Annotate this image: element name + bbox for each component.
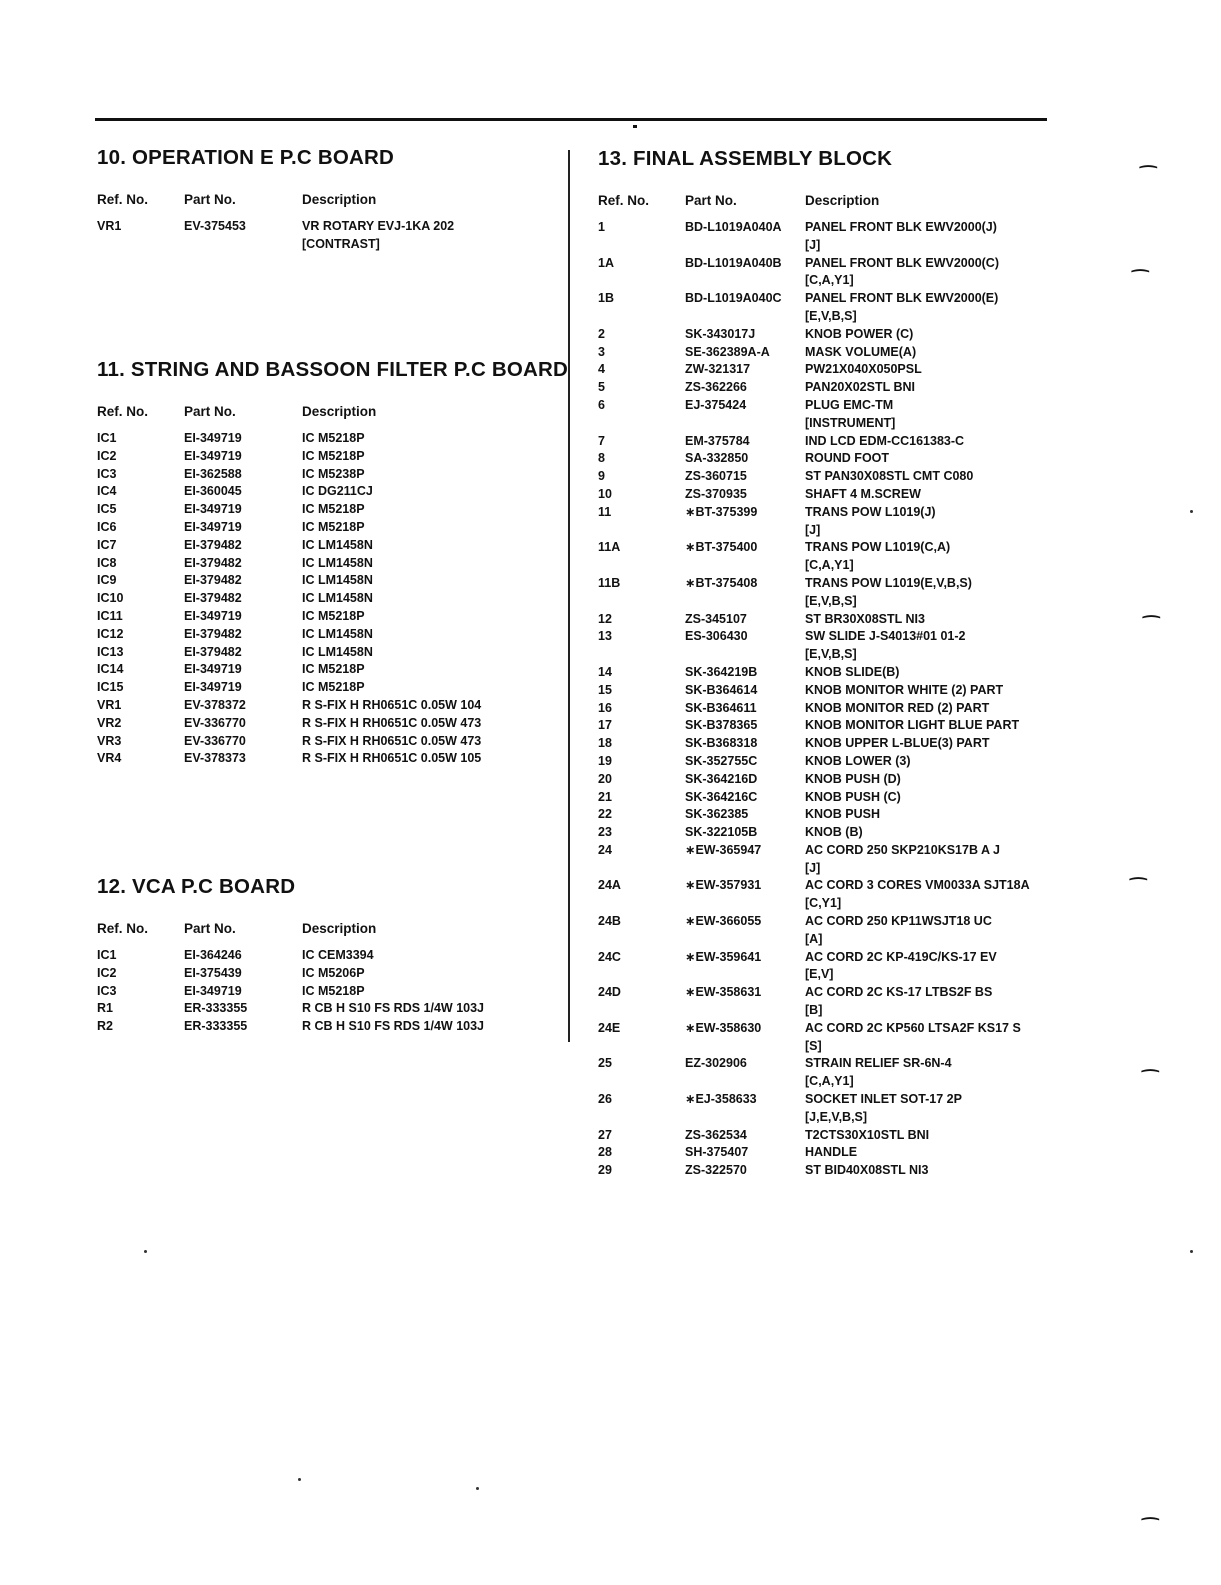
ref-no-cell: 28: [598, 1145, 612, 1160]
description-cell: PLUG EMC-TM [INSTRUMENT]: [805, 397, 896, 430]
description-cell: ST PAN30X08STL CMT C080: [805, 469, 974, 484]
binding-mark: ⁀: [1130, 879, 1147, 901]
ref-no-cell: IC2: [97, 965, 117, 980]
ref-no-cell: 24A: [598, 878, 621, 893]
ref-no-cell: 26: [598, 1092, 612, 1107]
part-no-cell: EI-379482: [184, 573, 242, 588]
table-row: [598, 361, 1068, 379]
part-no-cell: EZ-302906: [685, 1056, 747, 1071]
description-cell: AC CORD 3 CORES VM0033A SJT18A [C,Y1]: [805, 878, 1030, 911]
table-row: [598, 1055, 1068, 1091]
section-title: 12. VCA P.C BOARD: [97, 875, 296, 898]
description-cell: KNOB POWER (C): [805, 326, 914, 341]
ref-no-cell: 11A: [598, 540, 621, 555]
description-cell: KNOB MONITOR LIGHT BLUE PART: [805, 718, 1020, 733]
ref-no-cell: IC14: [97, 662, 124, 677]
table-row: [598, 397, 1068, 433]
table-header: [97, 921, 557, 941]
description-cell: AC CORD 250 SKP210KS17B A J [J]: [805, 842, 1000, 875]
description-cell: HANDLE: [805, 1145, 858, 1160]
part-no-cell: ES-306430: [685, 629, 748, 644]
description-cell: KNOB PUSH (D): [805, 771, 901, 786]
part-no-cell: ZS-370935: [685, 486, 747, 501]
part-no-cell: SE-362389A-A: [685, 344, 770, 359]
table-row: [97, 947, 557, 965]
part-no-cell: EI-349719: [184, 608, 242, 623]
table-row: [598, 913, 1068, 949]
table-row: [598, 468, 1068, 486]
table-row: [598, 806, 1068, 824]
table-row: [598, 486, 1068, 504]
description-cell: IC M5218P: [302, 519, 365, 534]
table-row: [598, 1127, 1068, 1145]
table-row: [598, 984, 1068, 1020]
description-cell: IC CEM3394: [302, 948, 374, 962]
ref-no-cell: 2: [598, 326, 605, 341]
column-divider: [568, 150, 570, 1042]
description-cell: R S-FIX H RH0651C 0.05W 473: [302, 715, 482, 730]
part-no-cell: ZS-360715: [685, 469, 747, 484]
ref-no-cell: 24D: [598, 985, 621, 1000]
part-no-cell: EI-349719: [184, 662, 242, 677]
section-title: 11. STRING AND BASSOON FILTER P.C BOARD: [97, 358, 569, 381]
part-no-cell: ZS-362534: [685, 1127, 747, 1142]
description-cell: IC M5218P: [302, 662, 365, 677]
header-part-no: Part No.: [685, 193, 737, 208]
table-row: [598, 219, 1068, 255]
table-row: [97, 661, 567, 679]
ref-no-cell: IC3: [97, 466, 117, 481]
description-cell: ST BR30X08STL NI3: [805, 611, 925, 626]
table-row: [598, 682, 1068, 700]
table-row: [97, 483, 567, 501]
ref-no-cell: 7: [598, 433, 605, 448]
part-no-cell: EJ-375424: [685, 397, 747, 412]
ref-no-cell: 19: [598, 753, 612, 768]
scan-speck: [144, 1250, 147, 1253]
part-no-cell: SK-362385: [685, 807, 749, 822]
table-row: [97, 644, 567, 662]
description-cell: AC CORD 2C KP-419C/KS-17 EV [E,V]: [805, 949, 997, 982]
part-no-cell: EI-349719: [184, 680, 242, 695]
part-no-cell: EV-336770: [184, 733, 246, 748]
description-cell: KNOB LOWER (3): [805, 753, 911, 768]
description-cell: IC M5218P: [302, 431, 365, 445]
description-cell: IC M5218P: [302, 983, 365, 998]
part-no-cell: ∗EW-358630: [685, 1020, 762, 1035]
table-row: [598, 664, 1068, 682]
description-cell: IC LM1458N: [302, 644, 373, 659]
description-cell: IC LM1458N: [302, 626, 373, 641]
ref-no-cell: 6: [598, 397, 605, 412]
table-row: [97, 466, 567, 484]
ref-no-cell: IC5: [97, 502, 117, 517]
ref-no-cell: 10: [598, 486, 612, 501]
ref-no-cell: 24E: [598, 1020, 621, 1035]
section-vca-pc-board: [97, 875, 557, 1036]
ref-no-cell: 22: [598, 807, 612, 822]
part-no-cell: EI-349719: [184, 519, 242, 534]
ref-no-cell: VR4: [97, 751, 122, 766]
table-row: [97, 750, 567, 768]
description-cell: IC LM1458N: [302, 573, 373, 588]
section-title: 13. FINAL ASSEMBLY BLOCK: [598, 147, 893, 170]
binding-mark: ⁀: [1132, 271, 1149, 293]
part-no-cell: EV-378373: [184, 751, 246, 766]
ref-no-cell: IC13: [97, 644, 124, 659]
table-row: [598, 789, 1068, 807]
part-no-cell: EI-379482: [184, 555, 242, 570]
binding-mark: ⁀: [1140, 167, 1157, 189]
parts-table: [598, 219, 1068, 1180]
ref-no-cell: IC15: [97, 680, 124, 695]
header-description: Description: [302, 192, 377, 207]
binding-mark: ⁀: [1142, 1519, 1159, 1541]
table-row: [97, 697, 567, 715]
description-cell: IC M5218P: [302, 608, 365, 623]
table-row: [598, 575, 1068, 611]
part-no-cell: EI-349719: [184, 502, 242, 517]
table-row: [598, 1020, 1068, 1056]
part-no-cell: ∗EW-358631: [685, 985, 762, 1000]
table-row: [97, 572, 567, 590]
table-row: [598, 735, 1068, 753]
description-cell: AC CORD 2C KS-17 LTBS2F BS [B]: [805, 985, 993, 1018]
part-no-cell: ∗EW-365947: [685, 842, 762, 857]
table-row: [598, 1162, 1068, 1180]
table-row: [97, 1018, 557, 1036]
ref-no-cell: 11: [598, 504, 612, 519]
part-no-cell: ER-333355: [184, 1019, 248, 1034]
ref-no-cell: 21: [598, 789, 612, 804]
description-cell: R S-FIX H RH0651C 0.05W 473: [302, 733, 482, 748]
description-cell: IC M5238P: [302, 466, 365, 481]
description-cell: VR ROTARY EVJ-1KA 202 [CONTRAST]: [302, 219, 455, 251]
table-row: [598, 628, 1068, 664]
ref-no-cell: 17: [598, 718, 612, 733]
table-row: [97, 590, 567, 608]
table-row: [598, 842, 1068, 878]
part-no-cell: ZS-345107: [685, 611, 747, 626]
ref-no-cell: R2: [97, 1019, 113, 1034]
description-cell: IC M5218P: [302, 502, 365, 517]
description-cell: SOCKET INLET SOT-17 2P [J,E,V,B,S]: [805, 1092, 962, 1124]
table-row: [97, 555, 567, 573]
ref-no-cell: 24C: [598, 949, 621, 964]
part-no-cell: ∗EJ-358633: [685, 1092, 757, 1107]
part-no-cell: EI-379482: [184, 537, 242, 552]
table-row: [598, 877, 1068, 913]
description-cell: R CB H S10 FS RDS 1/4W 103J: [302, 1001, 485, 1016]
part-no-cell: EV-375453: [184, 219, 246, 233]
ref-no-cell: 5: [598, 380, 605, 395]
ref-no-cell: VR1: [97, 697, 122, 712]
part-no-cell: ∗BT-375400: [685, 540, 758, 555]
header-description: Description: [302, 921, 377, 936]
description-cell: KNOB (B): [805, 825, 863, 840]
description-cell: TRANS POW L1019(J) [J]: [805, 504, 936, 537]
description-cell: IC LM1458N: [302, 555, 373, 570]
description-cell: ROUND FOOT: [805, 451, 890, 466]
table-row: [97, 519, 567, 537]
rule-tick: [633, 125, 637, 128]
ref-no-cell: 24: [598, 842, 612, 857]
description-cell: R S-FIX H RH0651C 0.05W 105: [302, 751, 482, 766]
section-string-bassoon-filter-pc-board: [97, 358, 567, 768]
header-ref-no: Ref. No.: [598, 193, 650, 208]
description-cell: T2CTS30X10STL BNI: [805, 1127, 930, 1142]
ref-no-cell: 12: [598, 611, 612, 626]
part-no-cell: ER-333355: [184, 1001, 248, 1016]
ref-no-cell: R1: [97, 1001, 113, 1016]
part-no-cell: EI-379482: [184, 644, 242, 659]
part-no-cell: ∗BT-375399: [685, 504, 758, 519]
part-no-cell: EV-378372: [184, 697, 246, 712]
scan-speck: [1190, 1250, 1193, 1253]
description-cell: STRAIN RELIEF SR-6N-4 [C,A,Y1]: [805, 1056, 952, 1089]
ref-no-cell: IC2: [97, 448, 117, 463]
parts-table: [97, 218, 557, 254]
ref-no-cell: IC3: [97, 983, 117, 998]
table-row: [598, 255, 1068, 291]
part-no-cell: BD-L1019A040B: [685, 255, 782, 270]
part-no-cell: ∗EW-366055: [685, 914, 762, 929]
table-row: [598, 1091, 1068, 1127]
part-no-cell: SK-364216C: [685, 789, 758, 804]
table-row: [598, 433, 1068, 451]
header-part-no: Part No.: [184, 921, 236, 936]
ref-no-cell: 1B: [598, 291, 614, 306]
description-cell: KNOB SLIDE(B): [805, 664, 900, 679]
description-cell: PAN20X02STL BNI: [805, 380, 915, 395]
table-row: [97, 679, 567, 697]
table-row: [97, 626, 567, 644]
ref-no-cell: 1: [598, 220, 605, 234]
description-cell: R CB H S10 FS RDS 1/4W 103J: [302, 1019, 485, 1034]
part-no-cell: EI-375439: [184, 965, 242, 980]
table-row: [97, 733, 567, 751]
binding-mark: ⁀: [1142, 1071, 1159, 1093]
ref-no-cell: 24B: [598, 914, 621, 929]
part-no-cell: EI-379482: [184, 591, 242, 606]
description-cell: IC M5206P: [302, 965, 365, 980]
part-no-cell: ZW-321317: [685, 362, 751, 377]
table-row: [598, 753, 1068, 771]
part-no-cell: ∗EW-359641: [685, 949, 762, 964]
ref-no-cell: 20: [598, 771, 612, 786]
ref-no-cell: IC1: [97, 948, 117, 962]
table-row: [598, 700, 1068, 718]
description-cell: KNOB UPPER L-BLUE(3) PART: [805, 736, 990, 751]
part-no-cell: SK-B368318: [685, 736, 758, 751]
description-cell: TRANS POW L1019(E,V,B,S) [E,V,B,S]: [805, 575, 972, 608]
ref-no-cell: IC12: [97, 626, 124, 641]
table-row: [598, 450, 1068, 468]
part-no-cell: ∗BT-375408: [685, 575, 758, 590]
ref-no-cell: 18: [598, 736, 612, 751]
ref-no-cell: 1A: [598, 255, 614, 270]
description-cell: PANEL FRONT BLK EWV2000(E) [E,V,B,S]: [805, 291, 999, 323]
table-row: [97, 715, 567, 733]
part-no-cell: SK-343017J: [685, 326, 756, 341]
ref-no-cell: IC9: [97, 573, 117, 588]
table-row: [598, 326, 1068, 344]
scan-speck: [476, 1487, 479, 1490]
part-no-cell: EM-375784: [685, 433, 750, 448]
parts-table: [97, 430, 567, 768]
description-cell: SHAFT 4 M.SCREW: [805, 486, 921, 501]
ref-no-cell: 4: [598, 362, 605, 377]
table-row: [97, 501, 567, 519]
description-cell: AC CORD 2C KP560 LTSA2F KS17 S [S]: [805, 1020, 1021, 1053]
table-row: [598, 611, 1068, 629]
description-cell: TRANS POW L1019(C,A) [C,A,Y1]: [805, 540, 951, 573]
description-cell: KNOB PUSH (C): [805, 789, 901, 804]
ref-no-cell: IC7: [97, 537, 117, 552]
ref-no-cell: VR3: [97, 733, 122, 748]
part-no-cell: EI-360045: [184, 484, 242, 499]
ref-no-cell: 16: [598, 700, 612, 715]
table-row: [97, 448, 567, 466]
table-row: [598, 771, 1068, 789]
ref-no-cell: 27: [598, 1127, 612, 1142]
description-cell: IC M5218P: [302, 448, 365, 463]
part-no-cell: ∗EW-357931: [685, 878, 762, 893]
binding-mark: ⁀: [1143, 617, 1160, 639]
description-cell: R S-FIX H RH0651C 0.05W 104: [302, 697, 482, 712]
part-no-cell: SH-375407: [685, 1145, 749, 1160]
description-cell: KNOB MONITOR RED (2) PART: [805, 700, 990, 715]
part-no-cell: SA-332850: [685, 451, 749, 466]
part-no-cell: EI-379482: [184, 626, 242, 641]
part-no-cell: ZS-322570: [685, 1163, 747, 1178]
ref-no-cell: VR2: [97, 715, 122, 730]
table-row: [598, 379, 1068, 397]
description-cell: IC LM1458N: [302, 537, 373, 552]
part-no-cell: SK-364219B: [685, 664, 758, 679]
part-no-cell: SK-322105B: [685, 825, 758, 840]
part-no-cell: SK-352755C: [685, 753, 758, 768]
ref-no-cell: 25: [598, 1056, 612, 1071]
part-no-cell: EI-349719: [184, 448, 242, 463]
ref-no-cell: 23: [598, 825, 612, 840]
table-row: [97, 965, 557, 983]
ref-no-cell: 15: [598, 682, 612, 697]
parts-table: [97, 947, 557, 1036]
scan-speck: [298, 1478, 301, 1481]
header-part-no: Part No.: [184, 192, 236, 207]
description-cell: KNOB PUSH: [805, 807, 881, 822]
description-cell: ST BID40X08STL NI3: [805, 1163, 929, 1178]
ref-no-cell: IC6: [97, 519, 117, 534]
part-no-cell: EI-362588: [184, 466, 242, 481]
ref-no-cell: 11B: [598, 575, 621, 590]
description-cell: PW21X040X050PSL: [805, 362, 922, 377]
table-row: [598, 949, 1068, 985]
part-no-cell: BD-L1019A040C: [685, 291, 782, 306]
table-row: [97, 218, 557, 254]
description-cell: PANEL FRONT BLK EWV2000(C) [C,A,Y1]: [805, 255, 1000, 288]
ref-no-cell: 8: [598, 451, 605, 466]
header-ref-no: Ref. No.: [97, 921, 149, 936]
table-header: [97, 192, 557, 212]
table-row: [97, 608, 567, 626]
table-row: [97, 1000, 557, 1018]
ref-no-cell: 29: [598, 1163, 612, 1178]
table-header: [598, 193, 1068, 213]
scan-speck: [1190, 510, 1193, 513]
header-description: Description: [805, 193, 880, 208]
part-no-cell: SK-B378365: [685, 718, 758, 733]
part-no-cell: EI-364246: [184, 948, 242, 962]
part-no-cell: ZS-362266: [685, 380, 747, 395]
description-cell: SW SLIDE J-S4013#01 01-2 [E,V,B,S]: [805, 629, 966, 662]
part-no-cell: SK-B364614: [685, 682, 758, 697]
description-cell: IC M5218P: [302, 680, 365, 695]
table-row: [598, 504, 1068, 540]
table-row: [97, 430, 567, 448]
description-cell: IC LM1458N: [302, 591, 373, 606]
table-row: [97, 983, 557, 1001]
header-description: Description: [302, 404, 377, 419]
description-cell: MASK VOLUME(A): [805, 344, 917, 359]
header-ref-no: Ref. No.: [97, 404, 149, 419]
header-ref-no: Ref. No.: [97, 192, 149, 207]
table-row: [598, 1144, 1068, 1162]
header-part-no: Part No.: [184, 404, 236, 419]
ref-no-cell: 9: [598, 469, 605, 484]
description-cell: PANEL FRONT BLK EWV2000(J) [J]: [805, 220, 997, 252]
part-no-cell: BD-L1019A040A: [685, 220, 782, 234]
section-operation-e-pc-board: [97, 146, 557, 254]
description-cell: IC DG211CJ: [302, 484, 373, 499]
ref-no-cell: 14: [598, 664, 612, 679]
description-cell: IND LCD EDM-CC161383-C: [805, 433, 965, 448]
part-no-cell: EI-349719: [184, 983, 242, 998]
table-row: [97, 537, 567, 555]
ref-no-cell: VR1: [97, 219, 122, 233]
ref-no-cell: 13: [598, 629, 612, 644]
ref-no-cell: IC4: [97, 484, 117, 499]
description-cell: AC CORD 250 KP11WSJT18 UC [A]: [805, 914, 992, 946]
ref-no-cell: IC11: [97, 608, 123, 623]
section-title: 10. OPERATION E P.C BOARD: [97, 146, 394, 169]
ref-no-cell: IC1: [97, 431, 117, 445]
description-cell: KNOB MONITOR WHITE (2) PART: [805, 682, 1004, 697]
part-no-cell: EI-349719: [184, 431, 242, 445]
part-no-cell: SK-B364611: [685, 700, 757, 715]
table-row: [598, 824, 1068, 842]
ref-no-cell: IC8: [97, 555, 117, 570]
ref-no-cell: IC10: [97, 591, 124, 606]
table-row: [598, 539, 1068, 575]
table-row: [598, 344, 1068, 362]
ref-no-cell: 3: [598, 344, 605, 359]
section-final-assembly-block: [598, 147, 1068, 1180]
top-rule: [95, 118, 1047, 121]
table-row: [598, 290, 1068, 326]
table-row: [598, 717, 1068, 735]
part-no-cell: EV-336770: [184, 715, 246, 730]
table-header: [97, 404, 567, 424]
part-no-cell: SK-364216D: [685, 771, 758, 786]
